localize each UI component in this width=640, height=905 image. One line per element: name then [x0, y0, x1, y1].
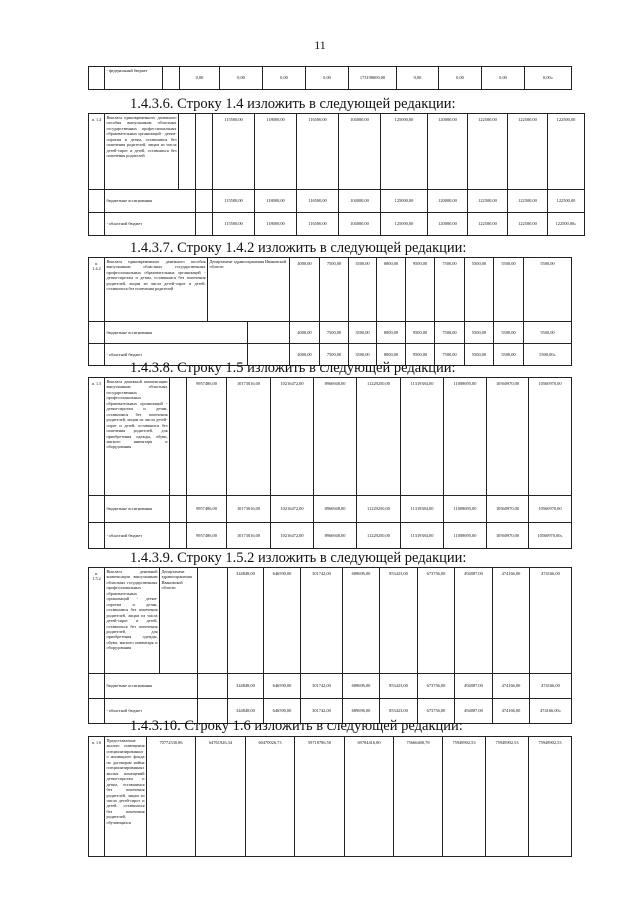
value-cell: 9957486,00: [187, 496, 227, 523]
value-cell: 115500,00: [213, 213, 255, 236]
row-code: п. 1.5.2: [89, 568, 105, 674]
executor-cell: Департамент здравоохранения Ивановской области: [160, 568, 198, 674]
value-cell: 70772530,86: [147, 737, 196, 857]
value-cell: 646590,00: [264, 699, 301, 724]
value-cell: 0,00: [220, 67, 263, 90]
value-cell: 5500,00: [494, 258, 524, 322]
value-cell: 122500,00: [468, 213, 508, 236]
row-label: - областной бюджет: [105, 523, 170, 549]
value-cell: 0,00: [439, 67, 482, 90]
value-cell: 11229250,00: [357, 496, 401, 523]
value-cell: 0,00: [482, 67, 525, 90]
value-cell: 11319384,00: [401, 523, 444, 549]
row-label: - областной бюджет: [105, 699, 198, 724]
value-cell: 10216472,00: [271, 496, 314, 523]
row-code: п. 1.5: [89, 378, 105, 496]
value-cell: 69784416,80: [345, 737, 394, 857]
value-cell: 5500,00: [524, 322, 572, 344]
table-row: [89, 496, 572, 523]
value-cell: 5500,00: [465, 258, 494, 322]
value-cell: 5500,00: [494, 344, 524, 366]
value-cell: 104000,00: [339, 190, 381, 213]
value-cell: 122500,00: [468, 114, 508, 190]
value-cell: 689696,00: [343, 674, 380, 699]
value-cell: 3500,00: [349, 258, 377, 322]
value-cell: 125000,00: [381, 114, 428, 190]
table-row: [89, 213, 585, 236]
value-cell: 853423,00: [380, 699, 418, 724]
value-cell: 344848,00: [228, 699, 264, 724]
value-cell: 75948902,53: [443, 737, 486, 857]
value-cell: 59718786,50: [295, 737, 345, 857]
value-cell: 8000,00: [377, 258, 406, 322]
value-cell: 11008695,00: [444, 496, 487, 523]
table-row: [89, 523, 572, 549]
value-cell: 301742,00: [301, 699, 343, 724]
value-cell: 0,00: [306, 67, 349, 90]
value-cell: 673756,00: [418, 674, 455, 699]
value-cell: 60470026,73: [246, 737, 295, 857]
value-cell: 853423,00: [380, 674, 418, 699]
value-cell: 11319384,00: [401, 496, 444, 523]
value-cell: 646590,00: [264, 568, 301, 674]
value-cell: 0,00»: [525, 67, 572, 90]
value-cell: 673756,00: [418, 699, 455, 724]
row-description: Выплата единовременного денежного пособия выпускникам областных государственных профессиональных образовательных организаций - детям-сиротам и детям, оставшимся без попечения родителей, лицам из числа детей-сирот и детей, оставшихся без попечения родителей: [105, 258, 208, 322]
value-cell: 5500,00: [465, 322, 494, 344]
value-cell: 11229250,00: [357, 523, 401, 549]
row-code: п. 1.4.2: [89, 258, 105, 322]
value-cell: 75948902,53: [529, 737, 572, 857]
value-cell: 122500,00: [508, 114, 548, 190]
value-cell: 118000,00: [255, 114, 297, 190]
top-table: [88, 66, 572, 90]
executor-cell: Департамент здравоохранения Ивановской области: [208, 258, 290, 322]
value-cell: 10216472,00: [271, 523, 314, 549]
value-cell: 4000,00: [290, 322, 320, 344]
value-cell: 344848,00: [228, 674, 264, 699]
value-cell: 7500,00: [320, 258, 349, 322]
value-cell: 9957486,00: [187, 378, 227, 496]
value-cell: 474166,00: [493, 674, 530, 699]
table-row: [89, 378, 572, 496]
value-cell: 10560970,00: [529, 378, 572, 496]
value-cell: 3500,00: [349, 322, 377, 344]
value-cell: 10173016,00: [227, 523, 271, 549]
value-cell: 5500,00»: [524, 344, 572, 366]
value-cell: 4000,00: [290, 344, 320, 366]
row-label: бюджетные ассигнования: [105, 190, 196, 213]
value-cell: 853423,00: [380, 568, 418, 674]
value-cell: 10560970,00»: [529, 523, 572, 549]
value-cell: 7500,00: [320, 344, 349, 366]
value-cell: 11008695,00: [444, 378, 487, 496]
value-cell: 125000,00: [381, 190, 428, 213]
value-cell: 10560970,00: [529, 496, 572, 523]
value-cell: 4000,00: [290, 258, 320, 322]
table-row: [89, 568, 572, 674]
value-cell: 494087,00: [455, 699, 493, 724]
value-cell: 122500,00: [508, 213, 548, 236]
value-cell: 7500,00: [435, 322, 465, 344]
value-cell: 10560970,00: [487, 523, 529, 549]
value-cell: 122500,00: [468, 190, 508, 213]
value-cell: 9500,00: [406, 344, 435, 366]
table-row: [89, 114, 585, 190]
value-cell: 673756,00: [418, 568, 455, 674]
value-cell: 7500,00: [435, 258, 465, 322]
table-row: [89, 67, 572, 90]
value-cell: 122500,00: [508, 190, 548, 213]
row-description: Выплата денежной компенсации выпускникам областных государственных профессиональных образовательных организаций - детям-сиротам и детям, оставшимся без попечения родителей, лицам из числа детей-сирот и детей, оставшихся без попечения родителей, для приобретения одежды, обуви, мягкого инвентаря и оборудования: [105, 378, 170, 496]
row-label: - областной бюджет: [105, 213, 196, 236]
value-cell: 0,00: [263, 67, 306, 90]
value-cell: 8966948,00: [314, 378, 357, 496]
value-cell: 0,00: [180, 67, 220, 90]
value-cell: 11319384,00: [401, 378, 444, 496]
value-cell: 474166,00: [530, 674, 572, 699]
value-cell: 646590,00: [264, 674, 301, 699]
row-description: Выплата денежной компенсации выпускникам областных государственных профессиональных образовательных организаций - детям-сиротам и детям, оставшимся без попечения родителей, лицам из числа детей-сирот и детей, оставшихся без попечения родителей, для приобретения одежды, обуви, мягкого инвентаря и оборудования: [105, 568, 160, 674]
section-heading: 1.4.3.8. Строку 1.5 изложить в следующей редакции:: [130, 360, 456, 376]
value-cell: 75948902,53: [486, 737, 529, 857]
value-cell: 474166,00»: [530, 699, 572, 724]
value-cell: 120000,00: [428, 190, 468, 213]
value-cell: 5500,00: [494, 322, 524, 344]
value-cell: 7500,00: [435, 344, 465, 366]
section-heading: 1.4.3.9. Строку 1.5.2 изложить в следующей редакции:: [130, 550, 467, 566]
table-row: [89, 322, 572, 344]
value-cell: 9957486,00: [187, 523, 227, 549]
value-cell: 0,00: [397, 67, 439, 90]
value-cell: 64761926,34: [196, 737, 246, 857]
row-code: [89, 67, 105, 90]
value-cell: 8966948,00: [314, 523, 357, 549]
value-cell: 118000,00: [255, 213, 297, 236]
section-heading: 1.4.3.7. Строку 1.4.2 изложить в следующей редакции:: [130, 240, 467, 256]
value-cell: 344848,00: [228, 568, 264, 674]
value-cell: 104000,00: [339, 114, 381, 190]
row-label: - федеральный бюджет: [105, 67, 163, 90]
value-cell: 9500,00: [406, 322, 435, 344]
value-cell: 10216472,00: [271, 378, 314, 496]
value-cell: 122500,00: [548, 114, 585, 190]
value-cell: 10173016,00: [227, 496, 271, 523]
value-cell: 116500,00: [297, 213, 339, 236]
value-cell: 10560970,00: [487, 496, 529, 523]
table-row: [89, 737, 572, 857]
value-cell: 494087,00: [455, 568, 493, 674]
value-cell: 5500,00: [465, 344, 494, 366]
value-cell: 474166,00: [493, 568, 530, 674]
row-label: - областной бюджет: [105, 344, 248, 366]
value-cell: 10173016,00: [227, 378, 271, 496]
value-cell: 125000,00: [381, 213, 428, 236]
amendment-table: [88, 257, 572, 366]
value-cell: 173198000,00: [349, 67, 397, 90]
row-description: Выплата единовременного денежного пособия выпускникам областных государственных профессиональных образовательных организаций - детям-сиротам и детям, оставшимся без попечения родителей, лицам из числа детей-сирот и детей, оставшихся без попечения родителей: [105, 114, 179, 190]
value-cell: 120000,00: [428, 114, 468, 190]
page-number: 11: [314, 38, 326, 52]
row-description: Предоставление жилого помещения специализированного жилищного фонда по договорам найма специализированных жилых помещений детям-сиротам и детям, оставшимся без попечения родителей, лицам из числа детей-сирот и детей, оставшихся без попечения родителей, обучающихся: [105, 737, 147, 857]
table-row: [89, 674, 572, 699]
value-cell: 75666400,78: [394, 737, 443, 857]
value-cell: 11229250,00: [357, 378, 401, 496]
section-heading: 1.4.3.10. Строку 1.6 изложить в следующей редакции:: [130, 718, 463, 734]
value-cell: 9500,00: [406, 258, 435, 322]
value-cell: 5500,00: [524, 258, 572, 322]
value-cell: 122500,00: [548, 190, 585, 213]
row-code: п. 1.4: [89, 114, 105, 190]
value-cell: 689696,00: [343, 568, 380, 674]
value-cell: 301742,00: [301, 568, 343, 674]
value-cell: 115500,00: [213, 114, 255, 190]
value-cell: 8966948,00: [314, 496, 357, 523]
value-cell: 8000,00: [377, 322, 406, 344]
executor-cell: [196, 114, 213, 190]
value-cell: 11008695,00: [444, 523, 487, 549]
value-cell: 116500,00: [297, 114, 339, 190]
table-row: [89, 190, 585, 213]
row-code: п. 1.6: [89, 737, 105, 857]
value-cell: 7500,00: [320, 322, 349, 344]
row-label: бюджетные ассигнования: [105, 496, 170, 523]
value-cell: 115500,00: [213, 190, 255, 213]
amendment-table: [88, 113, 585, 236]
value-cell: 118000,00: [255, 190, 297, 213]
value-cell: 120000,00: [428, 213, 468, 236]
value-cell: 122500,00»: [548, 213, 585, 236]
table-row: [89, 258, 572, 322]
value-cell: 301742,00: [301, 674, 343, 699]
row-label: бюджетные ассигнования: [105, 674, 198, 699]
amendment-table: [88, 567, 572, 724]
row-label: бюджетные ассигнования: [105, 322, 248, 344]
value-cell: 474166,00: [493, 699, 530, 724]
value-cell: 8000,00: [377, 344, 406, 366]
amendment-table: [88, 736, 572, 857]
value-cell: 494087,00: [455, 674, 493, 699]
amendment-table: [88, 377, 572, 549]
value-cell: 689696,00: [343, 699, 380, 724]
value-cell: 3500,00: [349, 344, 377, 366]
value-cell: 474166,00: [530, 568, 572, 674]
executor-cell: [170, 378, 187, 496]
section-heading: 1.4.3.6. Строку 1.4 изложить в следующей редакции:: [130, 96, 456, 112]
value-cell: 116500,00: [297, 190, 339, 213]
value-cell: 104000,00: [339, 213, 381, 236]
value-cell: 10560970,00: [487, 378, 529, 496]
